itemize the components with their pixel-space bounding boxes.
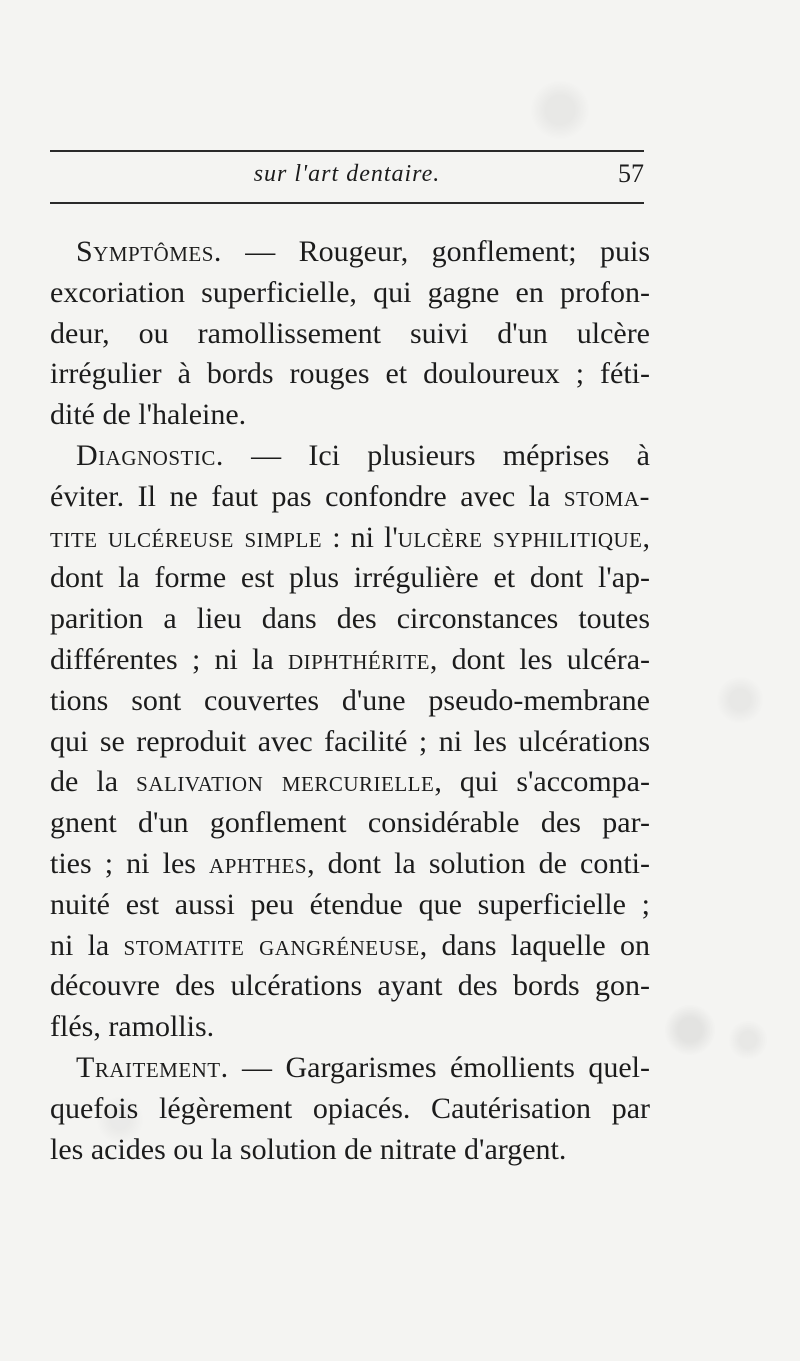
text-line: nuité est aussi peu étendue que superficielle ;	[50, 887, 650, 921]
line-text: : ni l'	[322, 520, 398, 554]
term-aphthes: aphthes	[209, 846, 308, 880]
text-line: dité de l'haleine.	[50, 398, 247, 432]
text-line: les acides ou la solution de nitrate d'argent.	[50, 1132, 567, 1166]
text-line	[50, 762, 650, 803]
page-number: 57	[618, 159, 644, 188]
text-line	[50, 1048, 650, 1089]
running-title: sur l'art dentaire.	[253, 161, 441, 187]
term-stomatite-ulcereuse: tite ulcéreuse simple	[50, 520, 323, 554]
line-text: , dont la solution de conti-	[307, 846, 650, 880]
text-line: tions sont couvertes d'une pseudo-membrane	[50, 683, 650, 717]
text-line: parition a lieu dans des circonstances toutes	[50, 602, 650, 636]
line-text: , qui s'accompa-	[434, 765, 650, 799]
section-heading-traitement: Traitement.	[76, 1050, 229, 1084]
text-line: deur, ou ramollissement suivi d'un ulcère	[50, 316, 650, 350]
line-text: éviter. Il ne faut pas confondre avec la	[50, 479, 564, 513]
section-heading-symptomes: Symptômes.	[76, 235, 222, 268]
text-line: irrégulier à bords rouges et douloureux ; féti-	[50, 357, 650, 391]
line-text: — Gargarismes émollients quel-	[228, 1050, 650, 1084]
text-line: dont la forme est plus irrégulière et dont l'ap-	[50, 561, 650, 595]
header-rule-bottom	[50, 202, 644, 204]
line-text: différentes ; ni la	[50, 642, 288, 676]
text-line	[50, 640, 650, 681]
text-line: quefois légèrement opiacés. Cautérisation par	[50, 1091, 650, 1125]
term-ulcere-syphilitique: ulcère syphilitique	[397, 520, 643, 554]
line-text: ,	[642, 520, 650, 554]
line-text: , dans laquelle on	[419, 928, 650, 962]
text-line	[50, 926, 650, 967]
text-line	[50, 518, 650, 559]
text-line: flés, ramollis.	[50, 1010, 215, 1044]
line-text: ni la	[50, 928, 124, 962]
text-line	[50, 477, 650, 518]
line-text: ties ; ni les	[50, 846, 210, 880]
term-stomatite: stoma-	[563, 479, 650, 513]
line-text: — Rougeur, gonflement; puis	[221, 235, 650, 268]
text-line	[50, 232, 650, 273]
term-diphtherite: diphthérite	[287, 642, 430, 676]
line-text: — Ici plusieurs méprises à	[223, 438, 650, 472]
term-stomatite-gangreneuse: stomatite gangréneuse	[123, 928, 420, 962]
text-line: gnent d'un gonflement considérable des par-	[50, 806, 650, 840]
text-line: découvre des ulcérations ayant des bords gon-	[50, 969, 650, 1003]
line-text: , dont les ulcéra-	[429, 642, 651, 676]
section-heading-diagnostic: Diagnostic.	[76, 438, 224, 472]
text-line: excoriation superficielle, qui gagne en profon-	[50, 275, 650, 309]
line-text: de la	[50, 765, 137, 799]
text-line	[50, 436, 650, 477]
text-line	[50, 844, 650, 885]
header-rule-top	[50, 150, 644, 152]
term-salivation-mercurielle: salivation mercurielle	[136, 765, 435, 799]
text-line: qui se reproduit avec facilité ; ni les ulcérations	[50, 724, 650, 758]
body-text	[50, 232, 650, 1170]
